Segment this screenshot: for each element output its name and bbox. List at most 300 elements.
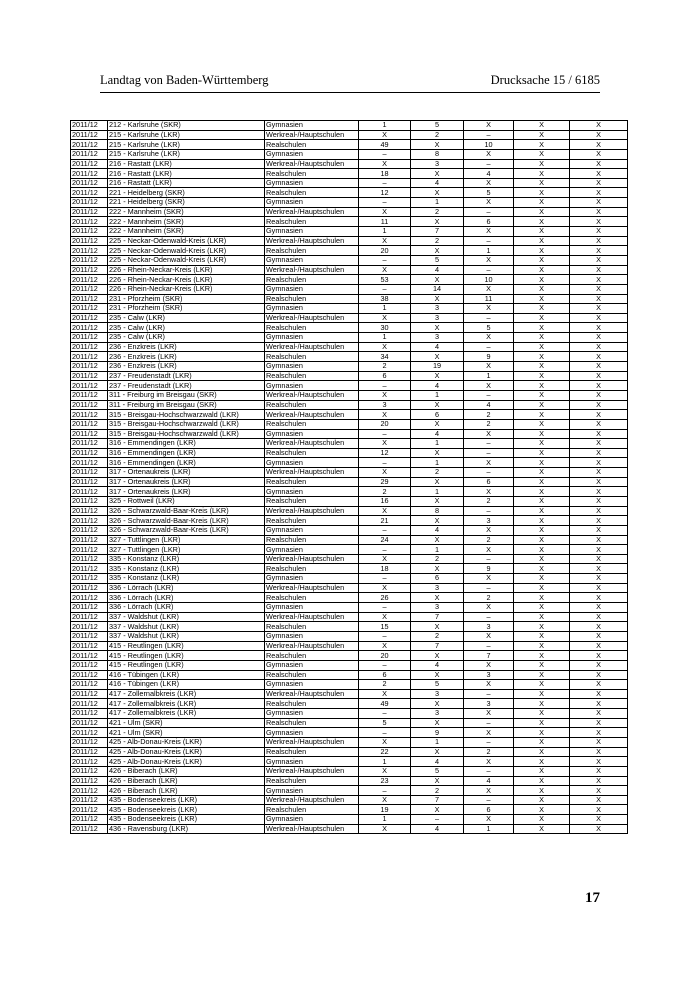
school-type-cell: Werkreal-/Hauptschulen: [265, 159, 359, 169]
school-type-cell: Realschulen: [265, 371, 359, 381]
school-type-cell: Werkreal-/Hauptschulen: [265, 236, 359, 246]
value-cell-5: X: [570, 718, 628, 728]
school-year-cell: 2011/12: [71, 699, 108, 709]
value-cell-5: X: [570, 487, 628, 497]
value-cell-2: 7: [411, 795, 464, 805]
school-type-cell: Realschulen: [265, 477, 359, 487]
value-cell-3: –: [464, 766, 514, 776]
value-cell-3: –: [464, 689, 514, 699]
value-cell-5: X: [570, 545, 628, 555]
value-cell-4: X: [514, 738, 570, 748]
value-cell-2: 5: [411, 766, 464, 776]
district-cell: 237 - Freudenstadt (LKR): [108, 381, 265, 391]
school-type-cell: Gymnasien: [265, 631, 359, 641]
value-cell-5: X: [570, 410, 628, 420]
school-type-cell: Werkreal-/Hauptschulen: [265, 641, 359, 651]
school-type-cell: Werkreal-/Hauptschulen: [265, 468, 359, 478]
value-cell-5: X: [570, 217, 628, 227]
table-row: [71, 188, 628, 198]
value-cell-4: X: [514, 458, 570, 468]
value-cell-4: X: [514, 603, 570, 613]
value-cell-4: X: [514, 718, 570, 728]
value-cell-3: –: [464, 439, 514, 449]
value-cell-3: –: [464, 506, 514, 516]
value-cell-1: X: [359, 265, 411, 275]
table-row: [71, 622, 628, 632]
value-cell-1: X: [359, 766, 411, 776]
value-cell-1: –: [359, 381, 411, 391]
value-cell-5: X: [570, 178, 628, 188]
value-cell-4: X: [514, 525, 570, 535]
district-cell: 426 - Biberach (LKR): [108, 766, 265, 776]
value-cell-3: 6: [464, 477, 514, 487]
value-cell-3: 1: [464, 371, 514, 381]
district-cell: 337 - Waldshut (LKR): [108, 612, 265, 622]
value-cell-5: X: [570, 477, 628, 487]
school-year-cell: 2011/12: [71, 496, 108, 506]
value-cell-5: X: [570, 121, 628, 131]
school-type-cell: Gymnasien: [265, 255, 359, 265]
school-type-cell: Realschulen: [265, 651, 359, 661]
value-cell-4: X: [514, 554, 570, 564]
table-row: [71, 294, 628, 304]
value-cell-3: –: [464, 207, 514, 217]
value-cell-5: X: [570, 333, 628, 343]
value-cell-4: X: [514, 371, 570, 381]
school-year-cell: 2011/12: [71, 641, 108, 651]
school-type-cell: Gymnasien: [265, 728, 359, 738]
value-cell-2: 7: [411, 612, 464, 622]
value-cell-1: 2: [359, 362, 411, 372]
value-cell-4: X: [514, 805, 570, 815]
value-cell-1: –: [359, 198, 411, 208]
district-cell: 325 - Rottweil (LKR): [108, 496, 265, 506]
value-cell-5: X: [570, 554, 628, 564]
value-cell-3: X: [464, 525, 514, 535]
statistics-table: [70, 120, 628, 834]
value-cell-3: 11: [464, 294, 514, 304]
value-cell-1: 53: [359, 275, 411, 285]
district-cell: 336 - Lörrach (LKR): [108, 603, 265, 613]
page-number: 17: [585, 890, 600, 906]
table-row: [71, 390, 628, 400]
value-cell-5: X: [570, 583, 628, 593]
value-cell-4: X: [514, 766, 570, 776]
district-cell: 315 - Breisgau-Hochschwarzwald (LKR): [108, 429, 265, 439]
table-row: [71, 477, 628, 487]
school-type-cell: Werkreal-/Hauptschulen: [265, 612, 359, 622]
school-type-cell: Realschulen: [265, 188, 359, 198]
value-cell-1: 1: [359, 815, 411, 825]
table-row: [71, 516, 628, 526]
value-cell-5: X: [570, 400, 628, 410]
table-row: [71, 236, 628, 246]
value-cell-1: 20: [359, 246, 411, 256]
table-row: [71, 429, 628, 439]
value-cell-4: X: [514, 121, 570, 131]
value-cell-4: X: [514, 323, 570, 333]
value-cell-4: X: [514, 468, 570, 478]
district-cell: 215 - Karlsruhe (LKR): [108, 140, 265, 150]
table-row: [71, 207, 628, 217]
value-cell-4: X: [514, 747, 570, 757]
value-cell-5: X: [570, 246, 628, 256]
value-cell-1: X: [359, 554, 411, 564]
table-row: [71, 660, 628, 670]
table-row: [71, 362, 628, 372]
district-cell: 235 - Calw (LKR): [108, 323, 265, 333]
value-cell-3: 9: [464, 352, 514, 362]
value-cell-2: 2: [411, 468, 464, 478]
value-cell-3: X: [464, 545, 514, 555]
value-cell-2: 8: [411, 149, 464, 159]
school-type-cell: Gymnasien: [265, 815, 359, 825]
value-cell-3: –: [464, 236, 514, 246]
value-cell-2: 5: [411, 121, 464, 131]
school-type-cell: Realschulen: [265, 419, 359, 429]
table-row: [71, 766, 628, 776]
value-cell-4: X: [514, 776, 570, 786]
table-row: [71, 545, 628, 555]
value-cell-4: X: [514, 631, 570, 641]
value-cell-4: X: [514, 699, 570, 709]
district-cell: 311 - Freiburg im Breisgau (SKR): [108, 400, 265, 410]
value-cell-5: X: [570, 207, 628, 217]
value-cell-1: –: [359, 525, 411, 535]
value-cell-2: X: [411, 564, 464, 574]
value-cell-3: X: [464, 121, 514, 131]
value-cell-5: X: [570, 574, 628, 584]
value-cell-3: X: [464, 304, 514, 314]
table-row: [71, 130, 628, 140]
district-cell: 215 - Karlsruhe (LKR): [108, 130, 265, 140]
value-cell-3: X: [464, 255, 514, 265]
school-year-cell: 2011/12: [71, 535, 108, 545]
value-cell-1: –: [359, 545, 411, 555]
table-row: [71, 313, 628, 323]
value-cell-1: –: [359, 429, 411, 439]
value-cell-4: X: [514, 198, 570, 208]
value-cell-2: X: [411, 448, 464, 458]
value-cell-2: 4: [411, 265, 464, 275]
value-cell-4: X: [514, 564, 570, 574]
value-cell-3: 2: [464, 496, 514, 506]
table-row: [71, 506, 628, 516]
table-body: [71, 121, 628, 834]
school-type-cell: Gymnasien: [265, 545, 359, 555]
school-type-cell: Gymnasien: [265, 362, 359, 372]
school-type-cell: Gymnasien: [265, 227, 359, 237]
value-cell-1: X: [359, 130, 411, 140]
value-cell-3: 3: [464, 670, 514, 680]
district-cell: 225 - Neckar-Odenwald-Kreis (LKR): [108, 236, 265, 246]
district-cell: 327 - Tuttlingen (LKR): [108, 535, 265, 545]
district-cell: 326 - Schwarzwald-Baar-Kreis (LKR): [108, 525, 265, 535]
table-row: [71, 458, 628, 468]
school-year-cell: 2011/12: [71, 419, 108, 429]
value-cell-5: X: [570, 352, 628, 362]
school-type-cell: Werkreal-/Hauptschulen: [265, 207, 359, 217]
value-cell-2: 3: [411, 603, 464, 613]
value-cell-5: X: [570, 757, 628, 767]
value-cell-1: X: [359, 390, 411, 400]
value-cell-5: X: [570, 362, 628, 372]
school-year-cell: 2011/12: [71, 593, 108, 603]
value-cell-2: 7: [411, 641, 464, 651]
value-cell-1: –: [359, 255, 411, 265]
table-row: [71, 535, 628, 545]
value-cell-1: –: [359, 284, 411, 294]
value-cell-2: X: [411, 246, 464, 256]
table-row: [71, 371, 628, 381]
school-type-cell: Werkreal-/Hauptschulen: [265, 583, 359, 593]
school-type-cell: Realschulen: [265, 323, 359, 333]
value-cell-3: –: [464, 130, 514, 140]
value-cell-3: 10: [464, 275, 514, 285]
table-row: [71, 121, 628, 131]
value-cell-3: X: [464, 574, 514, 584]
value-cell-3: X: [464, 728, 514, 738]
value-cell-4: X: [514, 709, 570, 719]
value-cell-1: 21: [359, 516, 411, 526]
school-type-cell: Realschulen: [265, 448, 359, 458]
value-cell-5: X: [570, 641, 628, 651]
value-cell-2: 5: [411, 255, 464, 265]
table-row: [71, 651, 628, 661]
value-cell-5: X: [570, 603, 628, 613]
value-cell-1: X: [359, 236, 411, 246]
value-cell-3: X: [464, 786, 514, 796]
value-cell-4: X: [514, 448, 570, 458]
table-row: [71, 824, 628, 834]
school-year-cell: 2011/12: [71, 439, 108, 449]
value-cell-4: X: [514, 506, 570, 516]
table-row: [71, 795, 628, 805]
value-cell-3: –: [464, 159, 514, 169]
value-cell-1: X: [359, 313, 411, 323]
table-row: [71, 159, 628, 169]
value-cell-5: X: [570, 419, 628, 429]
school-year-cell: 2011/12: [71, 342, 108, 352]
value-cell-2: 2: [411, 786, 464, 796]
table-row: [71, 381, 628, 391]
table-row: [71, 284, 628, 294]
school-year-cell: 2011/12: [71, 275, 108, 285]
value-cell-2: 7: [411, 227, 464, 237]
value-cell-1: 2: [359, 680, 411, 690]
value-cell-3: X: [464, 178, 514, 188]
value-cell-1: –: [359, 631, 411, 641]
value-cell-5: X: [570, 188, 628, 198]
header-rule: [100, 92, 600, 93]
value-cell-2: 1: [411, 738, 464, 748]
school-year-cell: 2011/12: [71, 207, 108, 217]
table-row: [71, 680, 628, 690]
value-cell-1: X: [359, 612, 411, 622]
school-type-cell: Realschulen: [265, 622, 359, 632]
district-cell: 415 - Reutlingen (LKR): [108, 641, 265, 651]
value-cell-3: –: [464, 390, 514, 400]
school-year-cell: 2011/12: [71, 622, 108, 632]
value-cell-2: 1: [411, 487, 464, 497]
school-year-cell: 2011/12: [71, 766, 108, 776]
table-row: [71, 439, 628, 449]
school-type-cell: Realschulen: [265, 593, 359, 603]
district-cell: 237 - Freudenstadt (LKR): [108, 371, 265, 381]
district-cell: 226 - Rhein-Neckar-Kreis (LKR): [108, 265, 265, 275]
table-row: [71, 612, 628, 622]
district-cell: 337 - Waldshut (LKR): [108, 622, 265, 632]
school-type-cell: Realschulen: [265, 400, 359, 410]
value-cell-2: X: [411, 622, 464, 632]
table-row: [71, 786, 628, 796]
value-cell-4: X: [514, 487, 570, 497]
value-cell-1: X: [359, 795, 411, 805]
value-cell-2: X: [411, 516, 464, 526]
district-cell: 222 - Mannheim (SKR): [108, 217, 265, 227]
value-cell-2: 1: [411, 545, 464, 555]
value-cell-3: X: [464, 709, 514, 719]
value-cell-1: 38: [359, 294, 411, 304]
school-type-cell: Gymnasien: [265, 381, 359, 391]
district-cell: 435 - Bodenseekreis (LKR): [108, 815, 265, 825]
school-year-cell: 2011/12: [71, 728, 108, 738]
value-cell-5: X: [570, 805, 628, 815]
school-year-cell: 2011/12: [71, 757, 108, 767]
table-row: [71, 554, 628, 564]
value-cell-2: 3: [411, 689, 464, 699]
value-cell-5: X: [570, 496, 628, 506]
value-cell-2: 3: [411, 159, 464, 169]
value-cell-2: 19: [411, 362, 464, 372]
page-header: [100, 73, 600, 89]
school-type-cell: Realschulen: [265, 275, 359, 285]
value-cell-5: X: [570, 670, 628, 680]
value-cell-2: 4: [411, 757, 464, 767]
value-cell-2: X: [411, 217, 464, 227]
value-cell-3: 2: [464, 593, 514, 603]
value-cell-4: X: [514, 400, 570, 410]
value-cell-3: 4: [464, 169, 514, 179]
school-year-cell: 2011/12: [71, 458, 108, 468]
value-cell-4: X: [514, 284, 570, 294]
school-year-cell: 2011/12: [71, 217, 108, 227]
table-row: [71, 574, 628, 584]
table-row: [71, 169, 628, 179]
value-cell-4: X: [514, 545, 570, 555]
value-cell-3: X: [464, 458, 514, 468]
table-row: [71, 246, 628, 256]
value-cell-3: X: [464, 757, 514, 767]
district-cell: 315 - Breisgau-Hochschwarzwald (LKR): [108, 410, 265, 420]
table-row: [71, 342, 628, 352]
value-cell-2: X: [411, 496, 464, 506]
table-row: [71, 419, 628, 429]
table-row: [71, 728, 628, 738]
value-cell-2: 5: [411, 680, 464, 690]
school-type-cell: Gymnasien: [265, 487, 359, 497]
value-cell-3: 1: [464, 246, 514, 256]
school-year-cell: 2011/12: [71, 612, 108, 622]
value-cell-1: 5: [359, 718, 411, 728]
school-type-cell: Gymnasien: [265, 660, 359, 670]
value-cell-4: X: [514, 477, 570, 487]
value-cell-5: X: [570, 709, 628, 719]
value-cell-5: X: [570, 448, 628, 458]
school-type-cell: Gymnasien: [265, 198, 359, 208]
value-cell-4: X: [514, 574, 570, 584]
value-cell-1: –: [359, 178, 411, 188]
value-cell-4: X: [514, 236, 570, 246]
value-cell-2: X: [411, 188, 464, 198]
value-cell-4: X: [514, 670, 570, 680]
value-cell-3: 2: [464, 747, 514, 757]
value-cell-1: 15: [359, 622, 411, 632]
value-cell-5: X: [570, 516, 628, 526]
value-cell-5: X: [570, 275, 628, 285]
value-cell-4: X: [514, 535, 570, 545]
value-cell-1: 19: [359, 805, 411, 815]
document-reference: Drucksache 15 / 6185: [490, 73, 600, 87]
school-type-cell: Werkreal-/Hauptschulen: [265, 554, 359, 564]
value-cell-5: X: [570, 159, 628, 169]
value-cell-1: 11: [359, 217, 411, 227]
value-cell-2: 3: [411, 709, 464, 719]
value-cell-2: X: [411, 323, 464, 333]
value-cell-5: X: [570, 458, 628, 468]
school-type-cell: Gymnasien: [265, 458, 359, 468]
value-cell-2: 9: [411, 728, 464, 738]
value-cell-4: X: [514, 265, 570, 275]
school-year-cell: 2011/12: [71, 545, 108, 555]
school-type-cell: Gymnasien: [265, 757, 359, 767]
value-cell-5: X: [570, 815, 628, 825]
table-row: [71, 149, 628, 159]
value-cell-3: –: [464, 468, 514, 478]
school-type-cell: Gymnasien: [265, 178, 359, 188]
value-cell-3: 5: [464, 323, 514, 333]
value-cell-3: 2: [464, 410, 514, 420]
value-cell-5: X: [570, 323, 628, 333]
school-year-cell: 2011/12: [71, 381, 108, 391]
district-cell: 425 - Alb-Donau-Kreis (LKR): [108, 747, 265, 757]
school-type-cell: Realschulen: [265, 140, 359, 150]
value-cell-3: –: [464, 738, 514, 748]
value-cell-4: X: [514, 352, 570, 362]
school-type-cell: Realschulen: [265, 670, 359, 680]
value-cell-1: –: [359, 660, 411, 670]
value-cell-1: 26: [359, 593, 411, 603]
school-type-cell: Gymnasien: [265, 304, 359, 314]
value-cell-2: X: [411, 699, 464, 709]
district-cell: 416 - Tübingen (LKR): [108, 680, 265, 690]
value-cell-1: –: [359, 728, 411, 738]
school-year-cell: 2011/12: [71, 738, 108, 748]
value-cell-2: X: [411, 593, 464, 603]
value-cell-1: –: [359, 149, 411, 159]
school-type-cell: Realschulen: [265, 217, 359, 227]
district-cell: 417 - Zollernalbkreis (LKR): [108, 689, 265, 699]
value-cell-4: X: [514, 824, 570, 834]
school-type-cell: Werkreal-/Hauptschulen: [265, 738, 359, 748]
value-cell-1: X: [359, 159, 411, 169]
document-title: Landtag von Baden-Württemberg: [100, 73, 269, 87]
school-type-cell: Werkreal-/Hauptschulen: [265, 506, 359, 516]
value-cell-2: X: [411, 400, 464, 410]
district-cell: 326 - Schwarzwald-Baar-Kreis (LKR): [108, 516, 265, 526]
value-cell-1: X: [359, 439, 411, 449]
value-cell-1: X: [359, 342, 411, 352]
